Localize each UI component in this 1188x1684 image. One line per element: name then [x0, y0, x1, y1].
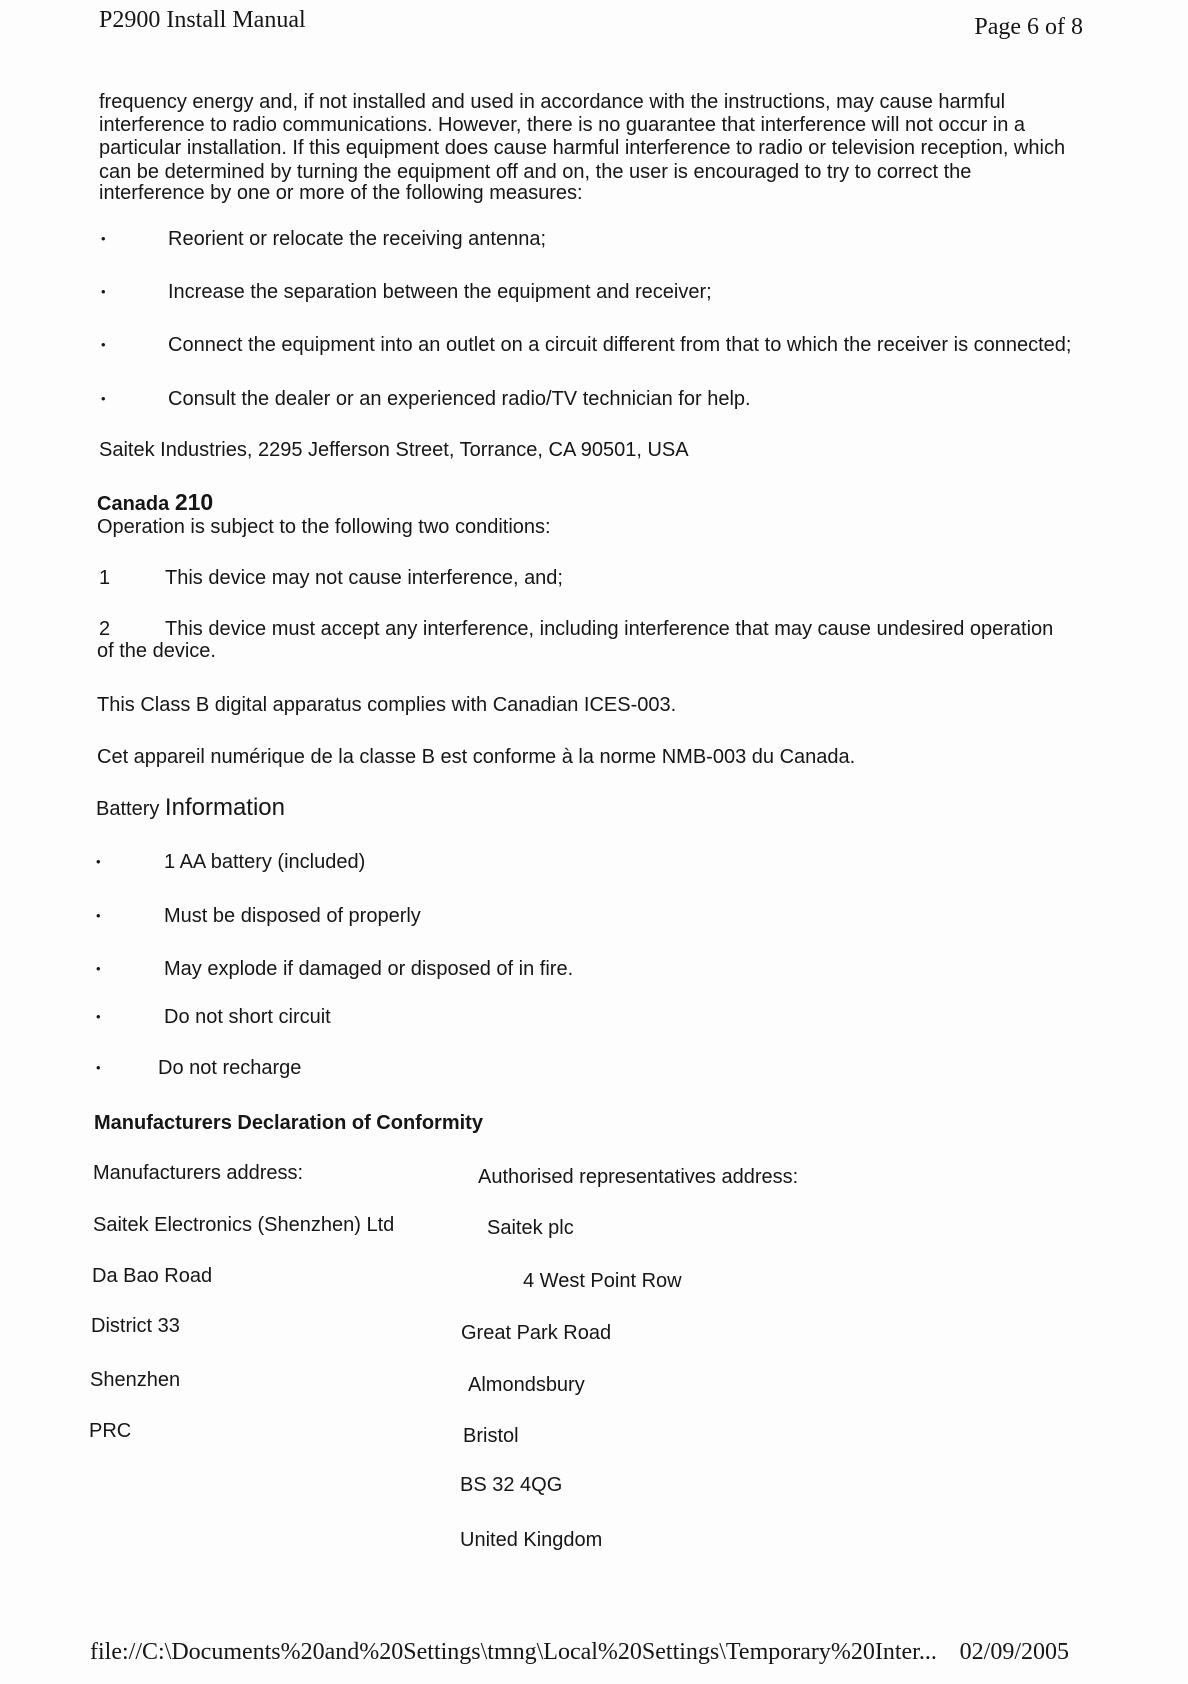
list-item: Reorient or relocate the receiving antenna; [168, 228, 547, 250]
canada-intro: Operation is subject to the following two conditions: [97, 516, 551, 538]
list-item: May explode if damaged or disposed of in fire. [164, 958, 574, 980]
battery-heading-large: Information [164, 794, 285, 821]
bullet-icon: • [96, 908, 101, 923]
address-line: Great Park Road [461, 1322, 612, 1344]
list-item: 1 AA battery (included) [164, 851, 366, 873]
paragraph-line: particular installation. If this equipment does cause harmful interference to radio or television reception, which [99, 137, 1066, 159]
canada-heading [97, 489, 213, 517]
battery-heading-small: Battery [96, 798, 160, 820]
bullet-icon: • [96, 1060, 101, 1075]
manufacturer-address-label: Manufacturers address: [93, 1162, 304, 1184]
address-line: Almondsbury [468, 1374, 585, 1396]
address-line: Saitek plc [487, 1217, 574, 1239]
paragraph-line: interference by one or more of the following measures: [99, 182, 583, 204]
list-item: Increase the separation between the equipment and receiver; [168, 281, 712, 303]
canada-heading-label: Canada [97, 493, 170, 515]
condition-text-continuation: of the device. [97, 640, 216, 662]
list-item: Do not recharge [158, 1057, 302, 1079]
page-number: Page 6 of 8 [974, 14, 1083, 40]
fcc-address: Saitek Industries, 2295 Jefferson Street, Torrance, CA 90501, USA [99, 439, 689, 461]
battery-heading [96, 794, 285, 823]
condition-text: This device must accept any interference, including interference that may cause undesired operation [165, 618, 1054, 640]
representative-address-label: Authorised representatives address: [478, 1166, 799, 1188]
bullet-icon: • [96, 854, 101, 869]
address-line: United Kingdom [460, 1529, 603, 1551]
address-line: Bristol [463, 1425, 519, 1447]
bullet-icon: • [101, 337, 106, 352]
canada-heading-number: 210 [174, 489, 214, 515]
ices-statement-fr: Cet appareil numérique de la classe B est conforme à la norme NMB-003 du Canada. [97, 746, 856, 768]
list-item: Must be disposed of properly [164, 905, 421, 927]
bullet-icon: • [101, 391, 106, 406]
paragraph-line: interference to radio communications. However, there is no guarantee that interference will not occur in a [99, 114, 1026, 136]
list-item: Connect the equipment into an outlet on a circuit different from that to which the receiver is connected; [168, 334, 1072, 356]
address-line: Shenzhen [90, 1369, 181, 1391]
footer-file-path: file://C:\Documents%20and%20Settings\tmng\Local%20Settings\Temporary%20Inter... [90, 1639, 937, 1665]
paragraph-line: can be determined by turning the equipment off and on, the user is encouraged to try to correct the [99, 161, 972, 183]
paragraph-line: frequency energy and, if not installed and used in accordance with the instructions, may cause harmful [99, 91, 1006, 113]
address-line: Da Bao Road [92, 1265, 213, 1287]
bullet-icon: • [96, 1009, 101, 1024]
condition-number: 2 [99, 618, 111, 640]
header-title: P2900 Install Manual [99, 7, 306, 33]
address-line: PRC [89, 1420, 132, 1442]
bullet-icon: • [101, 284, 106, 299]
footer-date: 02/09/2005 [959, 1639, 1069, 1665]
bullet-icon: • [96, 961, 101, 976]
list-item: Do not short circuit [164, 1006, 331, 1028]
address-line: Saitek Electronics (Shenzhen) Ltd [93, 1214, 395, 1236]
address-line: BS 32 4QG [460, 1474, 563, 1496]
address-line: 4 West Point Row [523, 1270, 682, 1292]
ices-statement-en: This Class B digital apparatus complies with Canadian ICES-003. [97, 694, 677, 716]
condition-text: This device may not cause interference, and; [165, 567, 563, 589]
list-item: Consult the dealer or an experienced radio/TV technician for help. [168, 388, 751, 410]
condition-number: 1 [99, 567, 111, 589]
bullet-icon: • [101, 231, 106, 246]
address-line: District 33 [91, 1315, 180, 1337]
conformity-heading: Manufacturers Declaration of Conformity [94, 1112, 483, 1134]
